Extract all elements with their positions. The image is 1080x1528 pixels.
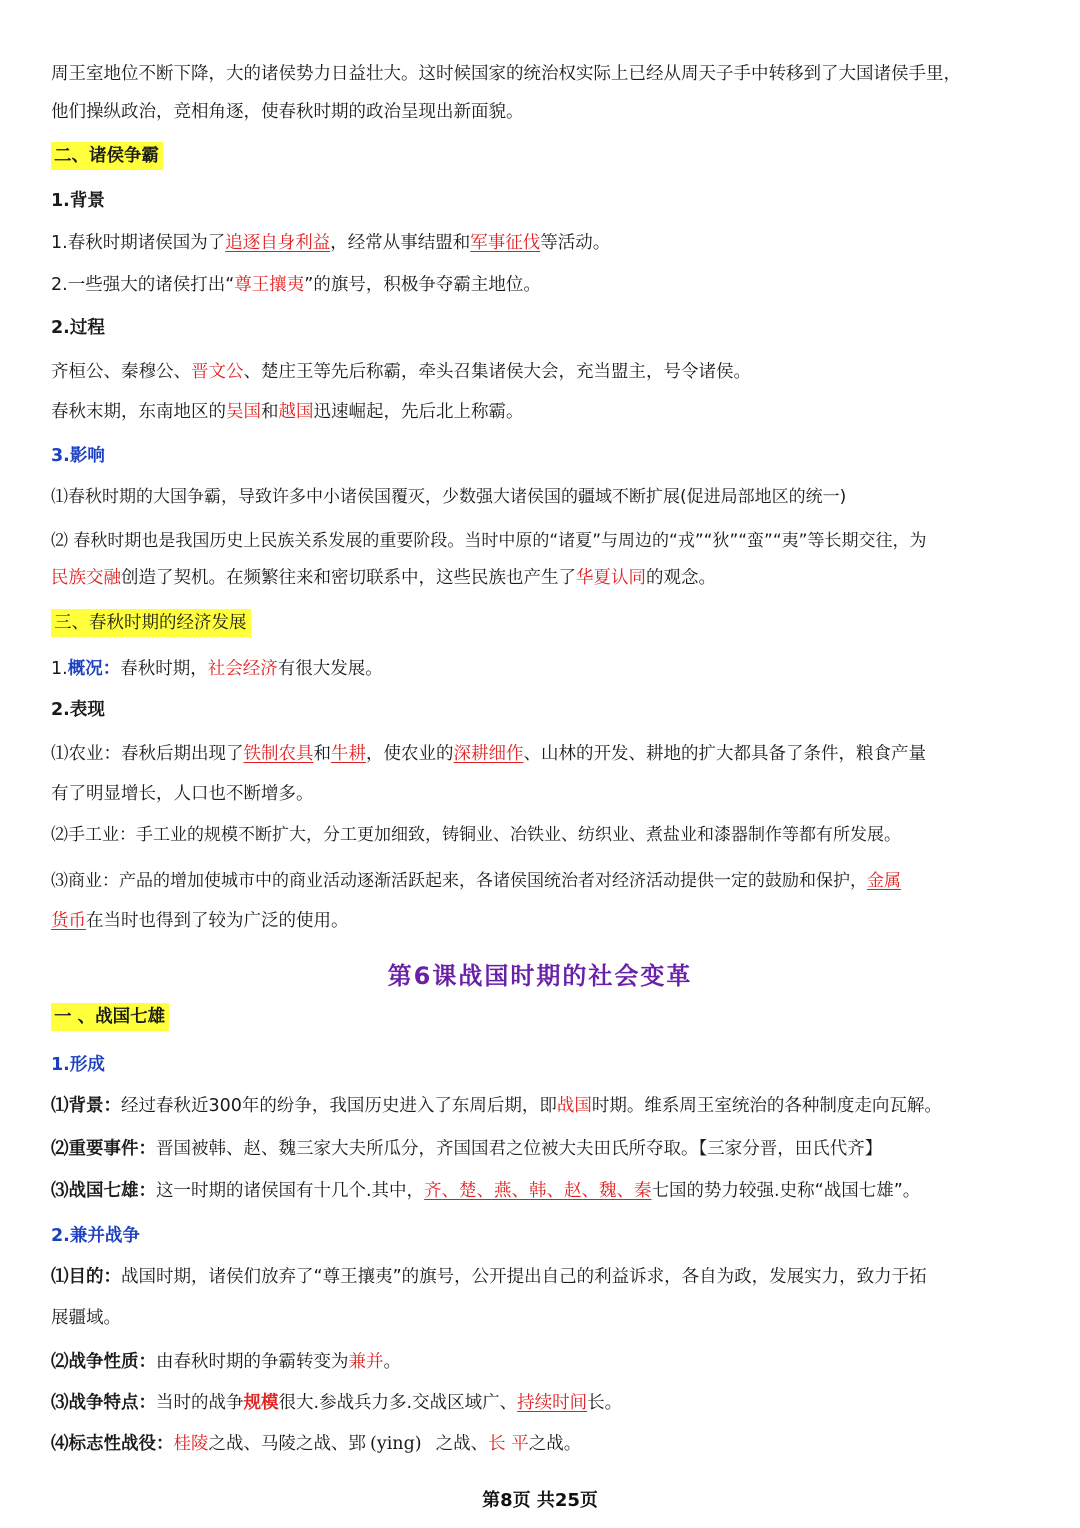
text: 长。 — [587, 1393, 623, 1413]
subheading-background: 1.背景 — [51, 191, 105, 211]
key-term: 军事征伐 — [470, 233, 541, 253]
pinyin: (ying) — [370, 1434, 422, 1454]
paragraph — [51, 1137, 1040, 1161]
paragraph: ⑵手工业：手工业的规模不断扩大，分工更加细致，铸铜业、冶铁业、纺织业、煮盐业和漆器制作等都有所发展。 — [51, 825, 901, 845]
paragraph — [51, 742, 1040, 766]
paragraph — [51, 566, 1040, 590]
paragraph — [51, 273, 1040, 297]
text: 有很大发展。 — [277, 659, 383, 679]
text: 当时的战争 — [156, 1393, 244, 1413]
lesson-title: 第6课战国时期的社会变革 — [387, 962, 693, 990]
heading-highlight: 一 、战国七雄 — [51, 1003, 169, 1031]
paragraph: 展疆域。 — [51, 1308, 121, 1328]
key-term: 民族交融 — [51, 568, 121, 588]
key-term: 货币 — [51, 911, 86, 931]
text: 春秋时期， — [120, 659, 208, 679]
text: 、楚庄王等先后称霸，牵头召集诸侯大会，充当盟主，号令诸侯。 — [243, 362, 751, 382]
key-term: 追逐自身利益 — [225, 233, 331, 253]
text: 春秋末期，东南地区的 — [51, 402, 226, 422]
key-term: 晋文公 — [191, 362, 244, 382]
text: ⑴农业：春秋后期出现了 — [51, 744, 244, 764]
label: ⑵战争性质： — [51, 1352, 156, 1372]
label: ⑶战国七雄： — [51, 1181, 156, 1201]
paragraph — [51, 1179, 1040, 1203]
key-term: 社会经济 — [207, 659, 278, 679]
text: 、山林的开发、耕地的扩大都具备了条件，粮食产量 — [523, 744, 926, 764]
text: 和 — [261, 402, 279, 422]
key-term: 兼并 — [348, 1352, 384, 1372]
label: 概况： — [67, 659, 121, 679]
intro-line-1: 周王室地位不断下降，大的诸侯势力日益壮大。这时候国家的统治权实际上已经从周天子手中转移到了大国诸侯手里， — [51, 64, 961, 84]
label: ⑵重要事件： — [51, 1139, 156, 1159]
text: 的观念。 — [646, 568, 716, 588]
text: 创造了契机。在频繁往来和密切联系中，这些民族也产生了 — [121, 568, 576, 588]
paragraph — [51, 1265, 1040, 1289]
text: 1. — [51, 659, 68, 679]
paragraph — [51, 869, 1040, 893]
subheading-formation: 1.形成 — [51, 1055, 105, 1075]
text: 战国时期，诸侯们放弃了“尊王攘夷”的旗号，公开提出自己的利益诉求，各自为政，发展实力，致力于拓 — [121, 1267, 927, 1287]
text: ，经常从事结盟和 — [330, 233, 471, 253]
paragraph — [51, 657, 1040, 681]
text: 在当时也得到了较为广泛的使用。 — [86, 911, 349, 931]
paragraph: 有了明显增长，人口也不断增多。 — [51, 784, 314, 804]
paragraph — [51, 1391, 1040, 1415]
text: 迅速崛起，先后北上称霸。 — [313, 402, 524, 422]
label: ⑴背景： — [51, 1096, 121, 1116]
text: 和 — [313, 744, 331, 764]
intro-line-2: 他们操纵政治，竞相角逐，使春秋时期的政治呈现出新面貌。 — [51, 102, 524, 122]
paragraph — [51, 1432, 1040, 1456]
section-heading — [51, 611, 1040, 635]
key-term: 牛耕 — [331, 744, 366, 764]
text: 齐桓公、秦穆公、 — [51, 362, 191, 382]
page-number: 第8页 共25页 — [482, 1490, 598, 1511]
key-term: 金属 — [867, 871, 901, 891]
key-term: 长 平 — [488, 1434, 529, 1454]
heading-highlight: 二、诸侯争霸 — [51, 142, 163, 170]
subheading-impact: 3.影响 — [51, 446, 105, 466]
key-term: 铁制农具 — [243, 744, 314, 764]
paragraph — [51, 1094, 1040, 1118]
text: 由春秋时期的争霸转变为 — [156, 1352, 349, 1372]
paragraph — [51, 360, 1040, 384]
key-term: 华夏认同 — [576, 568, 646, 588]
subheading-performance: 2.表现 — [51, 700, 105, 720]
key-term: 桂陵 — [173, 1434, 209, 1454]
paragraph — [51, 909, 1040, 933]
text: ，使农业的 — [366, 744, 454, 764]
key-term: 尊王攘夷 — [234, 275, 305, 295]
text: 之战。 — [528, 1434, 582, 1454]
key-term: 齐、楚、燕、韩、赵、魏、秦 — [424, 1181, 652, 1201]
text: 很大.参战兵力多.交战区域广、 — [278, 1393, 518, 1413]
text: ”的旗号，积极争夺霸主地位。 — [304, 275, 541, 295]
section-heading — [51, 144, 1040, 168]
text: 等活动。 — [540, 233, 611, 253]
label: ⑶战争特点： — [51, 1393, 156, 1413]
text: 1.春秋时期诸侯国为了 — [51, 233, 226, 253]
heading-highlight: 三、春秋时期的经济发展 — [51, 609, 251, 637]
paragraph: ⑵ 春秋时期也是我国历史上民族关系发展的重要阶段。当时中原的“诸夏”与周边的“戎”“狄”“蛮”“夷”等长期交往，为 — [51, 531, 927, 551]
text: 之战、 — [435, 1434, 489, 1454]
text: 时期。维系周王室统治的各种制度走向瓦解。 — [591, 1096, 942, 1116]
paragraph — [51, 1350, 1040, 1374]
text: ⑶商业：产品的增加使城市中的商业活动逐渐活跃起来，各诸侯国统治者对经济活动提供一定的鼓励和保护， — [51, 871, 867, 891]
text: 2.一些强大的诸侯打出“ — [51, 275, 235, 295]
subheading-wars: 2.兼并战争 — [51, 1226, 140, 1246]
text: 。 — [383, 1352, 401, 1372]
text: 七国的势力较强.史称“战国七雄”。 — [651, 1181, 921, 1201]
text: 这一时期的诸侯国有十几个.其中， — [156, 1181, 425, 1201]
subheading-process: 2.过程 — [51, 318, 105, 338]
text: 之战、马陵之战、郢 — [208, 1434, 366, 1454]
label: ⑷标志性战役： — [51, 1434, 174, 1454]
paragraph — [51, 400, 1040, 424]
text: 经过春秋近300年的纷争，我国历史进入了东周后期，即 — [121, 1096, 557, 1116]
key-term: 规模 — [243, 1393, 279, 1413]
key-term: 深耕细作 — [453, 744, 524, 764]
paragraph — [51, 231, 1040, 255]
section-heading — [51, 1005, 1040, 1029]
key-term: 吴国 — [226, 402, 261, 422]
paragraph: ⑴春秋时期的大国争霸，导致许多中小诸侯国覆灭，少数强大诸侯国的疆域不断扩展(促进局部地区的统一) — [51, 487, 847, 507]
key-term: 持续时间 — [517, 1393, 588, 1413]
text: 晋国被韩、赵、魏三家大夫所瓜分，齐国国君之位被大夫田氏所夺取。【三家分晋，田氏代齐】 — [156, 1139, 883, 1159]
label: ⑴目的： — [51, 1267, 121, 1287]
key-term: 越国 — [278, 402, 314, 422]
key-term: 战国 — [556, 1096, 592, 1116]
